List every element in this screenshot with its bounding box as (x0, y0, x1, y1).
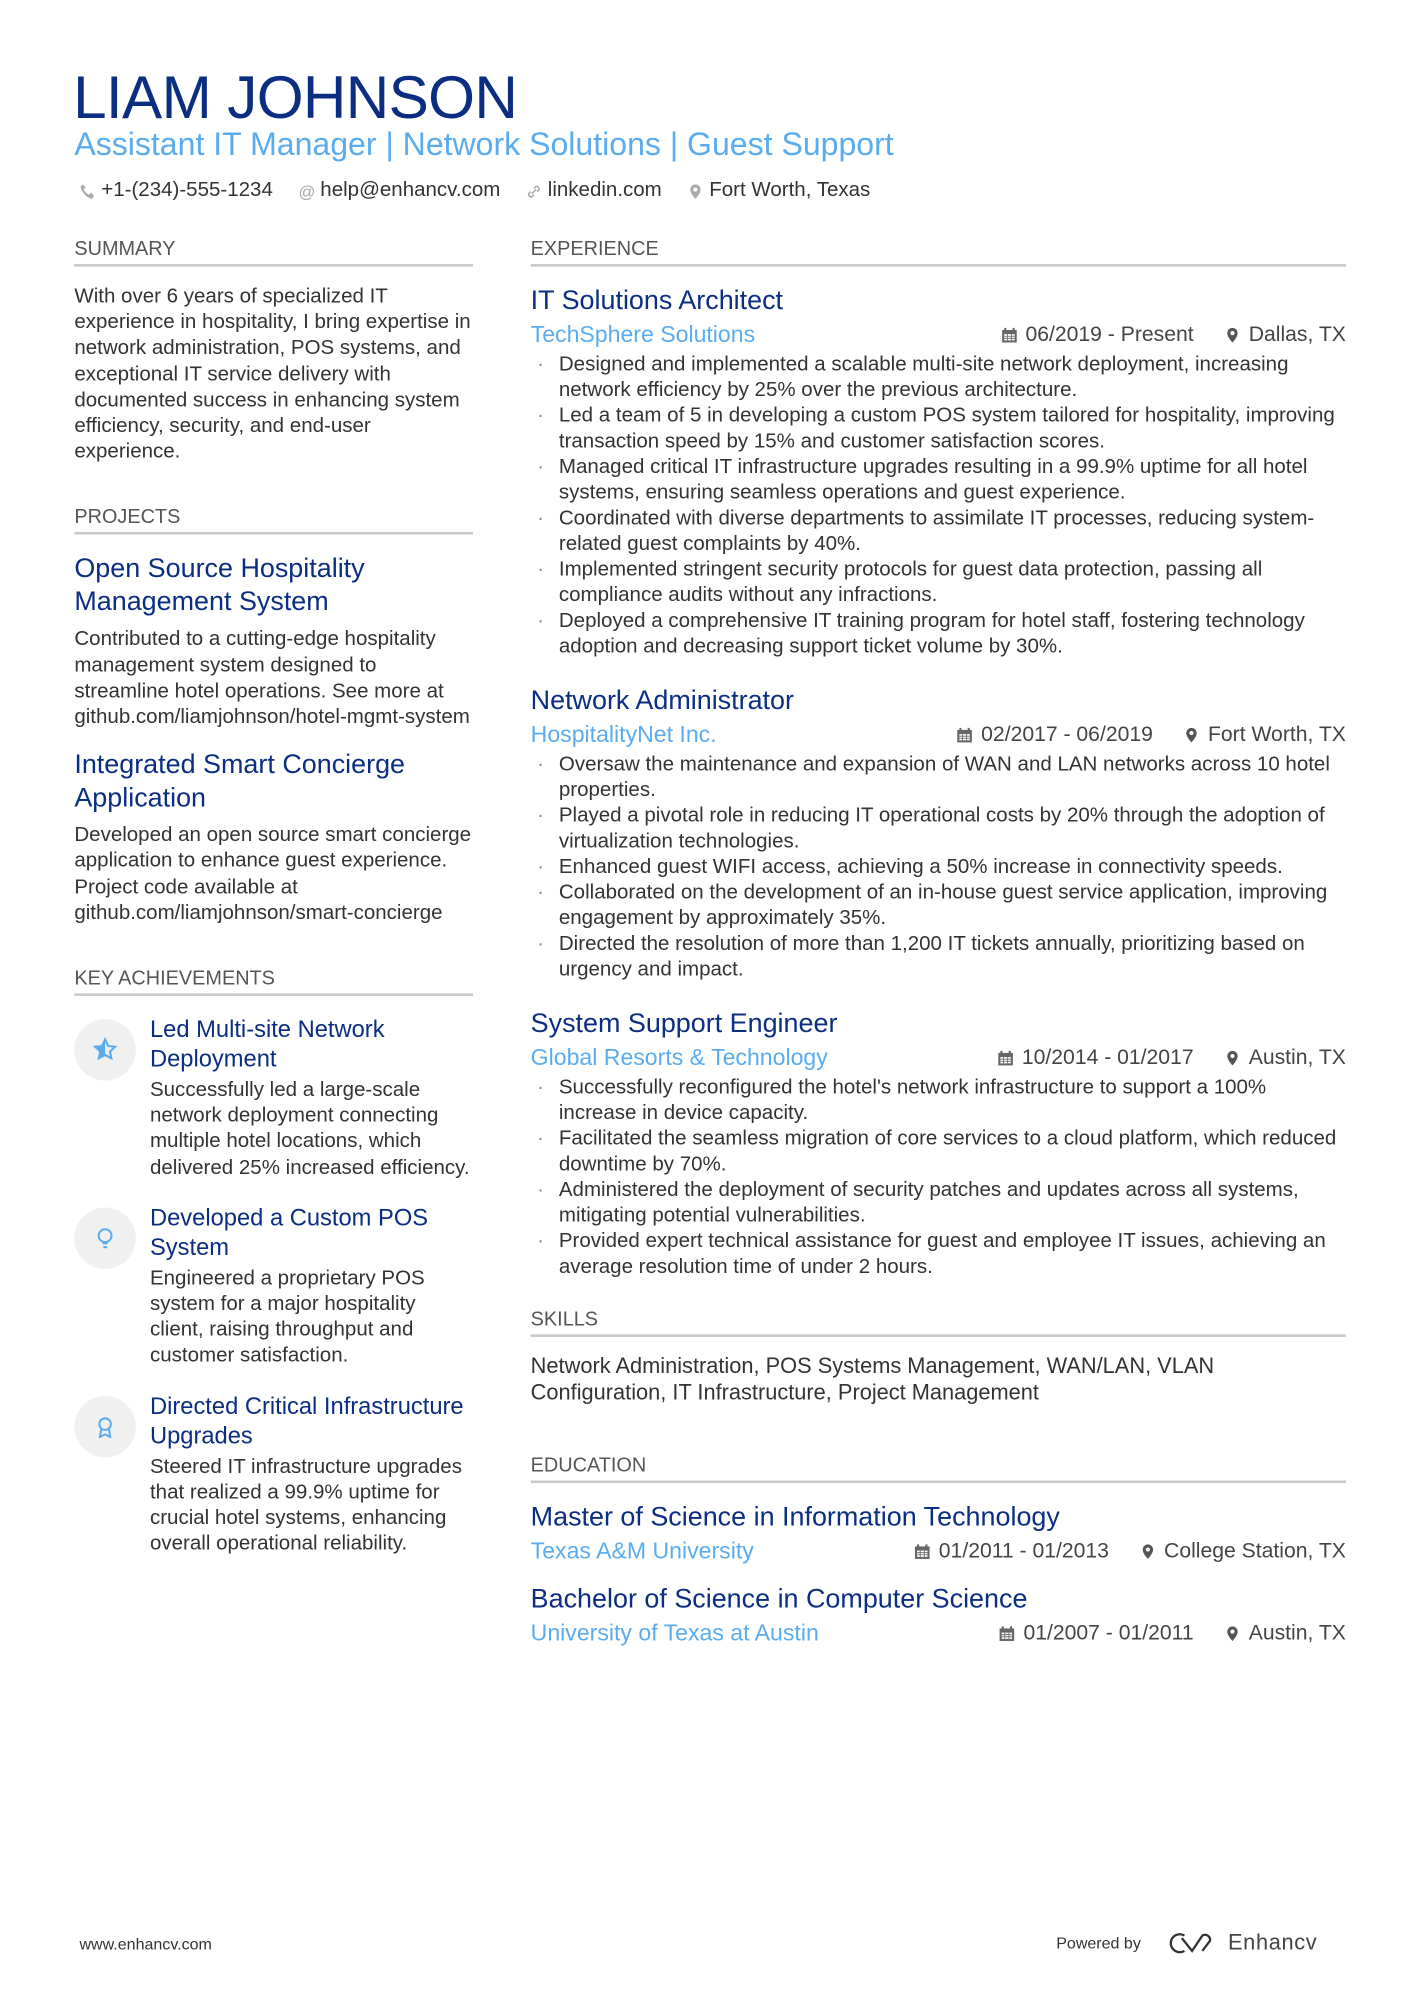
school-name: Texas A&M University (530, 1538, 754, 1564)
location-pin-icon (1224, 327, 1241, 344)
job-bullet: · Administered the deployment of security patches and updates across all systems, mitigating potential vulnerabilities. (531, 1178, 1346, 1229)
degree-title: Master of Science in Information Technology (530, 1502, 1060, 1532)
job-meta (531, 1045, 1346, 1072)
star-icon (74, 1019, 136, 1081)
phone-text: +1-(234)-555-1234 (101, 179, 273, 202)
job-location (1184, 723, 1346, 747)
job-meta (531, 322, 1346, 349)
location-text: Dallas, TX (1248, 323, 1346, 347)
project-title: Integrated Smart Concierge Application (74, 750, 406, 813)
achievement-title: Developed a Custom POS System (149, 1203, 429, 1260)
calendar-icon (957, 727, 974, 744)
location-text: College Station, TX (1164, 1539, 1346, 1563)
projects-heading: PROJECTS (74, 507, 473, 535)
company-name: TechSphere Solutions (530, 321, 756, 348)
job-bullet: · Directed the resolution of more than 1,200 IT tickets annually, prioritizing based on urgency and impact. (531, 932, 1346, 983)
job-date-location (1001, 323, 1346, 347)
location-pin-icon (1184, 727, 1201, 744)
footer-website[interactable]: www.enhancv.com (79, 1935, 212, 1954)
education-location (1140, 1539, 1346, 1563)
education-date-location (914, 1539, 1345, 1563)
job-dates (998, 1046, 1194, 1070)
dates-text: 01/2011 - 01/2013 (938, 1539, 1109, 1563)
achievement-title: Directed Critical Infrastructure Upgrades (149, 1391, 464, 1449)
dates-text: 10/2014 - 01/2017 (1021, 1045, 1194, 1070)
job-bullet: · Managed critical IT infrastructure upgrades resulting in a 99.9% uptime for all hotel systems, ensuring seamless operations and guest experience. (531, 455, 1346, 506)
experience-heading: EXPERIENCE (531, 238, 1346, 266)
location-pin-icon (1224, 1050, 1241, 1067)
job-title: Network Administrator (530, 685, 794, 716)
job-bullets (531, 353, 1346, 661)
job-bullet: · Deployed a comprehensive IT training program for hotel staff, fostering technology adoption and decreasing support ticket volume by 30%. (531, 609, 1346, 660)
achievement-item (74, 1202, 473, 1370)
job-bullet: · Collaborated on the development of an in-house guest service application, improving engagement by approximately 35%. (531, 881, 1346, 932)
contact-phone (79, 179, 272, 202)
job-entry (531, 1008, 1346, 1281)
calendar-icon (998, 1050, 1015, 1067)
job-bullet: · Designed and implemented a scalable multi-site network deployment, increasing network efficiency by 25% over the previous architecture. (531, 353, 1346, 404)
location-pin-icon (687, 183, 704, 200)
location-pin-icon (1140, 1543, 1157, 1560)
education-meta (531, 1620, 1346, 1647)
job-dates (957, 723, 1153, 747)
job-bullet: · Facilitated the seamless migration of core services to a cloud platform, which reduced downtime by 70%. (531, 1127, 1346, 1178)
link-text[interactable]: linkedin.com (547, 179, 662, 202)
job-bullet: · Led a team of 5 in developing a custom POS system tailored for hospitality, improving transaction speed by 15% and customer satisfaction scores. (531, 404, 1346, 455)
location-text: Fort Worth, Texas (709, 179, 871, 202)
link-icon (526, 183, 543, 200)
right-column (531, 238, 1346, 1665)
footer-branding (1056, 1930, 1317, 1956)
job-entry (531, 285, 1346, 661)
job-meta (531, 722, 1346, 749)
education-location (1224, 1622, 1346, 1646)
job-location (1224, 1046, 1346, 1070)
job-bullet: · Implemented stringent security protocols for guest data protection, passing all compliance audits without any infractions. (531, 558, 1346, 609)
skills-text: Network Administration, POS Systems Management, WAN/LAN, VLAN Configuration, IT Infrastructure, Project Management (530, 1353, 1215, 1405)
location-pin-icon (1224, 1625, 1241, 1642)
location-text: Austin, TX (1248, 1621, 1346, 1645)
education-dates (999, 1622, 1193, 1646)
calendar-icon (999, 1625, 1016, 1642)
achievement-text: Successfully led a large-scale network deployment connecting multiple hotel locations, which delivered 25% increased efficiency. (149, 1079, 470, 1179)
job-entry (531, 684, 1346, 983)
dates-text: 06/2019 - Present (1025, 323, 1194, 347)
award-icon (74, 1395, 136, 1457)
candidate-name: LIAM JOHNSON (73, 62, 518, 131)
degree-title: Bachelor of Science in Computer Science (530, 1584, 1028, 1614)
company-name: HospitalityNet Inc. (530, 721, 717, 748)
project-item (74, 553, 473, 731)
project-text: Developed an open source smart concierge application to enhance guest experience. Project code available at github.com/liamjohnson/smart-concierge (74, 824, 472, 924)
phone-icon (79, 183, 96, 200)
lightbulb-icon (74, 1207, 136, 1269)
education-dates (914, 1539, 1108, 1563)
job-location (1224, 323, 1346, 347)
job-bullet: · Coordinated with diverse departments to assimilate IT processes, reducing system-related guest complaints by 40%. (531, 506, 1346, 557)
dates-text: 01/2007 - 01/2011 (1023, 1621, 1194, 1645)
job-bullet: · Successfully reconfigured the hotel's network infrastructure to support a 100% increase in device capacity. (531, 1075, 1346, 1126)
job-bullet: · Enhanced guest WIFI access, achieving a 50% increase in connectivity speeds. (531, 855, 1346, 881)
location-text: Austin, TX (1248, 1045, 1346, 1070)
education-meta (531, 1538, 1346, 1565)
location-text: Fort Worth, TX (1207, 722, 1346, 747)
summary-text: With over 6 years of specialized IT experience in hospitality, I bring expertise in network administration, POS systems, and exceptional IT service delivery with documented success in enhancing system efficiency, security, and end-user experience. (74, 285, 471, 464)
education-entry (531, 1501, 1346, 1565)
achievement-text: Engineered a proprietary POS system for a major hospitality client, raising throughput and customer satisfaction. (149, 1267, 425, 1368)
project-item (74, 749, 473, 927)
job-bullets (531, 1075, 1346, 1280)
contact-email[interactable] (299, 179, 501, 202)
education-date-location (999, 1622, 1346, 1646)
contact-bar (79, 179, 870, 202)
company-name: Global Resorts & Technology (530, 1044, 828, 1071)
contact-location (687, 179, 870, 202)
job-bullets (531, 752, 1346, 983)
job-date-location (998, 1046, 1346, 1070)
achievement-title: Led Multi-site Network Deployment (149, 1015, 385, 1072)
calendar-icon (1001, 327, 1018, 344)
candidate-title: Assistant IT Manager | Network Solutions | Guest Support (74, 126, 894, 163)
achievement-item (74, 1390, 473, 1558)
project-text: Contributed to a cutting-edge hospitality management system designed to streamline hotel operations. See more at github.com/liamjohnson/hotel-mgmt-system (74, 628, 470, 729)
job-title: System Support Engineer (530, 1008, 838, 1039)
school-name: University of Texas at Austin (530, 1620, 819, 1646)
left-column (74, 238, 473, 1558)
email-text[interactable]: help@enhancv.com (320, 179, 501, 202)
job-dates (1001, 323, 1193, 347)
achievement-text: Steered IT infrastructure upgrades that realized a 99.9% uptime for crucial hotel systems, enhancing overall operational reliability. (149, 1455, 462, 1556)
calendar-icon (914, 1543, 931, 1560)
powered-by-text: Powered by (1056, 1934, 1141, 1953)
skills-heading: SKILLS (531, 1309, 1346, 1337)
job-date-location (957, 723, 1346, 747)
enhancv-logo-icon (1166, 1930, 1215, 1956)
project-title: Open Source Hospitality Management System (74, 554, 365, 618)
achievements-heading: KEY ACHIEVEMENTS (74, 968, 473, 996)
education-entry (531, 1583, 1346, 1647)
achievement-item (74, 1014, 473, 1182)
job-title: IT Solutions Architect (530, 285, 784, 316)
brand-name: Enhancv (1228, 1930, 1318, 1955)
job-bullet: · Played a pivotal role in reducing IT operational costs by 20% through the adoption of virtualization technologies. (531, 804, 1346, 855)
summary-heading: SUMMARY (74, 238, 473, 266)
job-bullet: · Provided expert technical assistance for guest and employee IT issues, achieving an average resolution time of under 2 hours. (531, 1229, 1346, 1280)
education-heading: EDUCATION (531, 1455, 1346, 1483)
contact-link[interactable] (526, 179, 662, 202)
at-icon: @ (298, 181, 316, 201)
job-bullet: · Oversaw the maintenance and expansion of WAN and LAN networks across 10 hotel properties. (531, 752, 1346, 803)
dates-text: 02/2017 - 06/2019 (981, 722, 1153, 747)
